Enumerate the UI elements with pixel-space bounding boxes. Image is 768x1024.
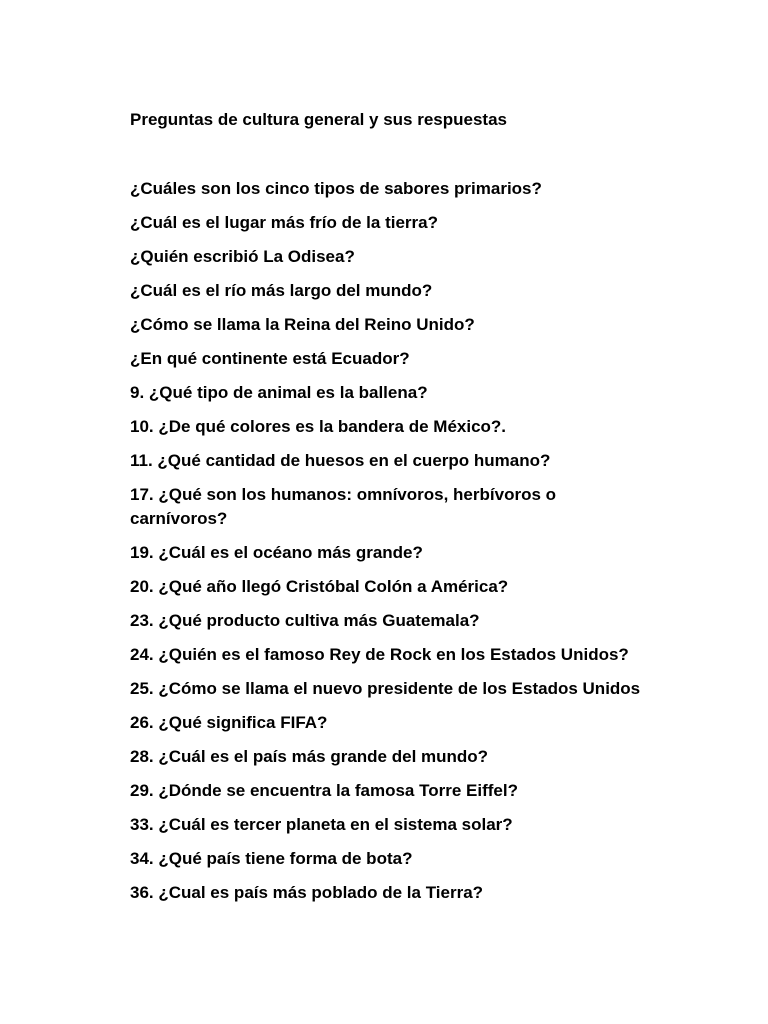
question-item: 20. ¿Qué año llegó Cristóbal Colón a América? [130, 577, 509, 596]
question-item: 26. ¿Qué significa FIFA? [130, 713, 328, 732]
question-item: 29. ¿Dónde se encuentra la famosa Torre Eiffel? [130, 781, 518, 800]
document-content [130, 108, 730, 915]
question-item: ¿Cómo se llama la Reina del Reino Unido? [130, 315, 475, 334]
question-item: 19. ¿Cuál es el océano más grande? [130, 543, 423, 562]
question-item: 24. ¿Quién es el famoso Rey de Rock en los Estados Unidos? [130, 645, 629, 664]
question-item: 11. ¿Qué cantidad de huesos en el cuerpo humano? [130, 451, 551, 470]
question-item: 10. ¿De qué colores es la bandera de México?. [130, 417, 507, 436]
question-item: 23. ¿Qué producto cultiva más Guatemala? [130, 611, 480, 630]
question-item: 34. ¿Qué país tiene forma de bota? [130, 849, 413, 868]
question-item: ¿Quién escribió La Odisea? [130, 247, 355, 266]
document-title: Preguntas de cultura general y sus respuestas [130, 110, 507, 129]
question-item: 33. ¿Cuál es tercer planeta en el sistema solar? [130, 815, 513, 834]
question-item: 9. ¿Qué tipo de animal es la ballena? [130, 383, 428, 402]
question-item: ¿En qué continente está Ecuador? [130, 349, 410, 368]
question-item: 25. ¿Cómo se llama el nuevo presidente de los Estados Unidos [130, 679, 641, 698]
question-item: 17. ¿Qué son los humanos: omnívoros, herbívoros o carnívoros? [130, 485, 557, 528]
question-item: 28. ¿Cuál es el país más grande del mundo? [130, 747, 489, 766]
question-item: 36. ¿Cual es país más poblado de la Tierra? [130, 883, 484, 902]
question-item: ¿Cuál es el lugar más frío de la tierra? [130, 213, 438, 232]
question-item: ¿Cuáles son los cinco tipos de sabores primarios? [130, 179, 542, 198]
question-item: ¿Cuál es el río más largo del mundo? [130, 281, 433, 300]
question-list [130, 177, 730, 905]
